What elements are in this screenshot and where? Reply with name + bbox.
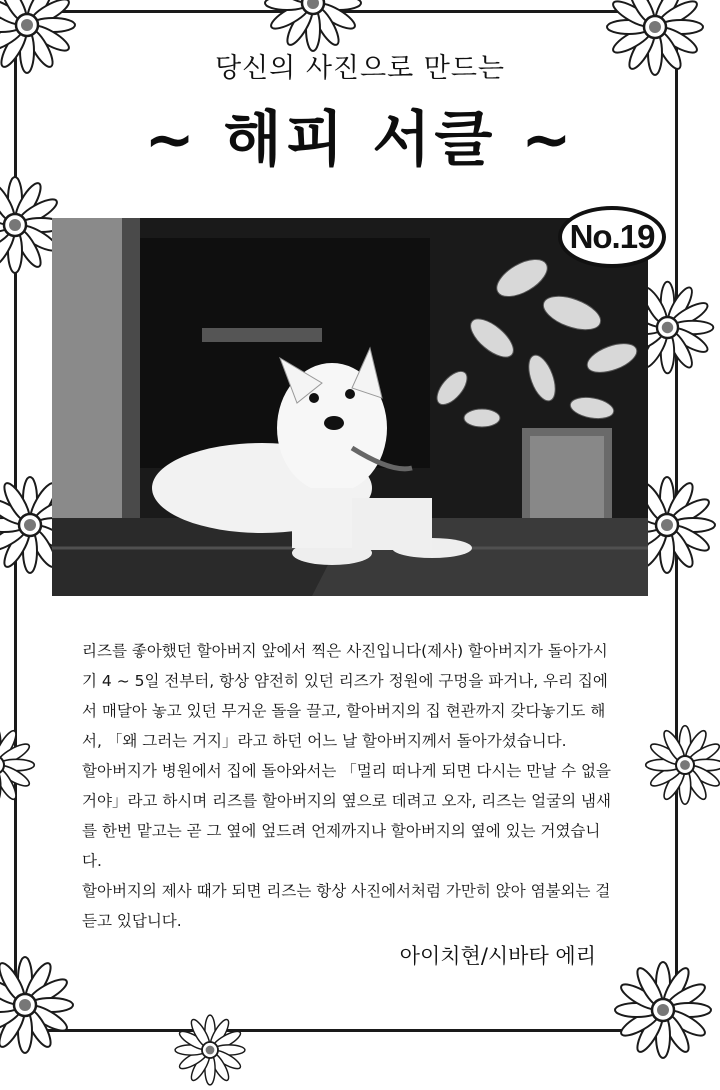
article-paragraph: 할아버지의 제사 때가 되면 리즈는 항상 사진에서처럼 가만히 앉아 염불외는 걸 듣고 있답니다.	[82, 882, 611, 930]
article-paragraph: 리즈를 좋아했던 할아버지 앞에서 찍은 사진입니다(제사) 할아버지가 돌아가시기 4 ~ 5일 전부터, 항상 얌전히 있던 리즈가 정원에 구멍을 파거나, 우리 집에서 매달아 놓고 있던 무거운 돌을 끌고, 할아버지의 집 현관까지 갖다놓기도 해서, 「왜 그러는 거지」라고 하던 어느 날 할아버지께서 돌아가셨습니다.	[82, 642, 608, 750]
article-body	[82, 636, 612, 936]
dog-photo	[52, 218, 648, 596]
author-credit: 아이치현/시바타 에리	[399, 944, 596, 968]
daisy-icon	[0, 720, 40, 810]
article-paragraph: 할아버지가 병원에서 집에 돌아와서는 「멀리 떠나게 되면 다시는 만날 수 없을 거야」라고 하시며 리즈를 할아버지의 옆으로 데려고 오자, 리즈는 얼굴의 냄새를 한번 맡고는 곧 그 옆에 엎드려 언제까지나 할아버지의 옆에 있는 거였습니다.	[82, 762, 611, 870]
daisy-icon	[640, 720, 720, 810]
daisy-icon	[170, 1010, 250, 1090]
header-title: ~ 해피 서클 ~	[144, 105, 576, 175]
daisy-icon	[0, 950, 80, 1060]
header-subtitle: 당신의 사진으로 만드는	[215, 53, 505, 84]
issue-number-badge: No.19	[558, 206, 666, 268]
daisy-icon	[608, 955, 718, 1065]
